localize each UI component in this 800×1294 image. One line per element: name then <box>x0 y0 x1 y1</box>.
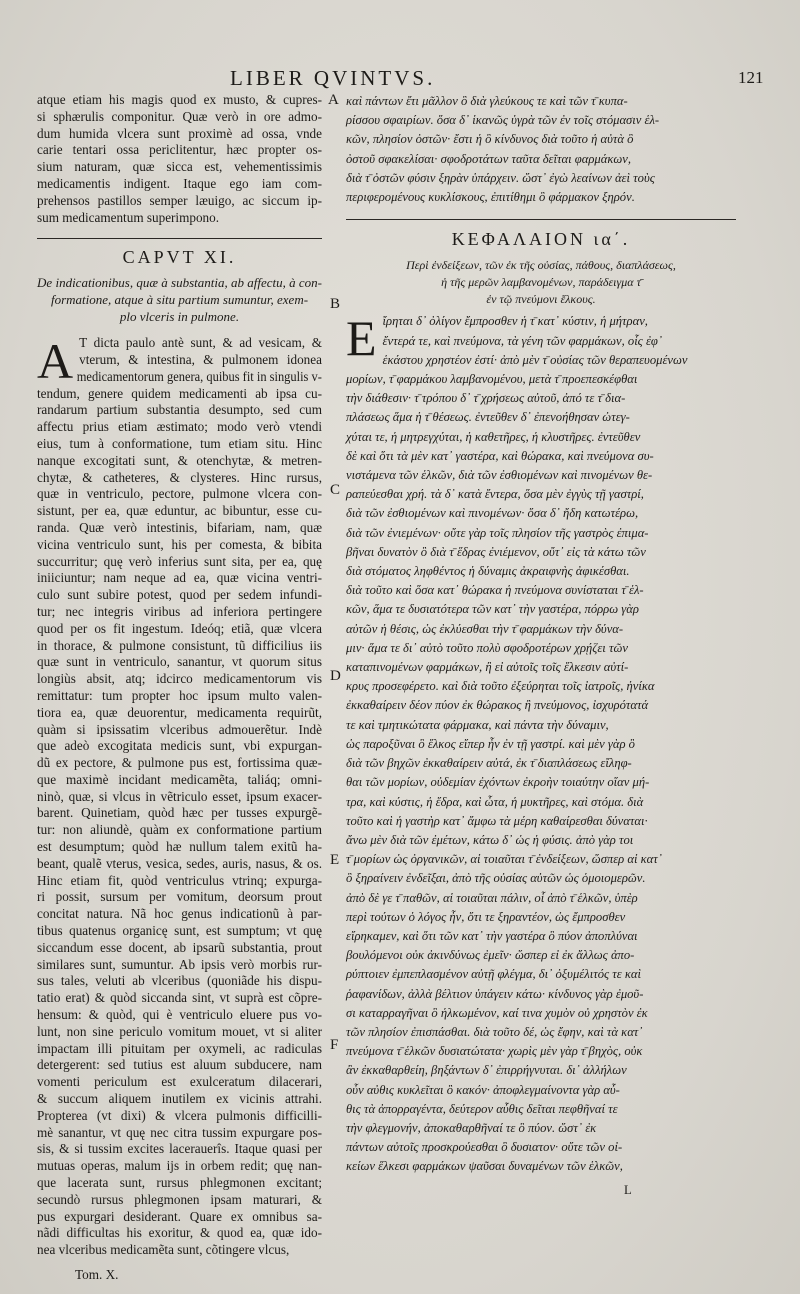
text-line: Hinc etiam fit, quòd ventriculus vtrinq; expurga- <box>37 872 322 888</box>
text-line: ραπεύεσθαι χρή. τὰ δ᾽ κατὰ ἔντερα, ὅσα μὲν ἐγγὺς τῇ γαστρί, <box>346 487 644 502</box>
text-line: τ̄ μορίων ὡς ὀργανικῶν, αἱ τοιαῦται τ̄ ἐνδείξεων, ὥσπερ αἱ κατ᾽ <box>346 852 662 867</box>
text-line: plo vlceris in pulmone. <box>119 309 240 325</box>
text-line: διὰ τ̄ ὀστῶν φύσιν ξηρὰν ὑπάρχειν. ὥστ᾽ ἐγὼ λεαίνων ἀεὶ τοὺς <box>346 170 655 185</box>
text-line: σι καταρραγῆναι ὃ ἡλκωμένον, καί τινα χυμὸν οὐ χρηστὸν ἐκ <box>346 1005 648 1020</box>
text-line: ὡς παροξῦναι ὃ ἕλκος εἴπερ ἦν ἐν τῇ γαστρί. καὶ μὲν γὰρ ὃ <box>346 736 635 751</box>
text-line: τρα, καὶ κύστις, ἡ ἕδρα, καὶ ὦτα, ἡ μυκτῆρες, καὶ στόμα. διὰ <box>346 794 644 809</box>
text-line: ἔντερά τε, καὶ πνεύμονα, τὰ γένη τῶν φαρμάκων, οἷς ἐφ᾽ <box>382 333 663 348</box>
text-line: περιφερομένους κυκλίσκους, ἐπιτίθημι ὃ φάρμακον ξηρόν. <box>346 190 635 205</box>
text-line: ἀπὸ δὲ γε τ̄ παθῶν, αἱ τοιαῦται πάλιν, οἷ ἀπὸ τ̄ ἑλκῶν, ὑπὲρ <box>346 890 638 905</box>
text-line: nãdi difficultas his exoritur, & quod ea, quæ ido- <box>37 1225 322 1241</box>
margin-letter-c: C <box>330 482 341 498</box>
text-line: πλάσεως ἅμα ἡ τ̄ θέσεως. ἐντεῦθεν δ᾽ ἐπενοήθησαν ὠτεγ- <box>346 410 630 425</box>
text-line: Περὶ ἐνδείξεων, τῶν ἐκ τῆς οὐσίας, πάθους, διαπλάσεως, <box>406 258 676 273</box>
text-line: que lacerata sunt, rursus phlegmonen excitant; <box>37 1175 322 1191</box>
text-line: quod per os fit ingestum. Ideóq; etiã, quæ vlcera <box>37 620 322 636</box>
margin-letter-d: D <box>330 668 341 684</box>
text-line: eius, tum à conformatione, tum etiam situ. Hinc <box>37 435 322 451</box>
text-line: sus tales, veluti ab vlceribus (quoniãde his dispu- <box>37 973 322 989</box>
text-line: καὶ πάντων ἔτι μᾶλλον ὃ διὰ γλεύκους τε καὶ τῶν τ̄ κυπα- <box>346 94 628 108</box>
text-line: διὰ τῶν βηχῶν ἐκκαθαίρειν αὐτά, ἐκ τ̄ διαπλάσεως εἴληφ- <box>346 756 632 771</box>
text-line: est desumptum; quòd hæ nullum talem exitũ ha- <box>37 839 322 855</box>
text-line: ἐν τῷ πνεύμονι ἕλκους. <box>486 292 596 307</box>
text-line: μιν· ἅμα τε δι᾽ αὐτὸ τοῦτο πολὺ σφοδροτέρων χρῄζει τῶν <box>346 640 628 655</box>
text-line: lunt, non sine periculo vomitum mouet, vt si aliter <box>37 1023 322 1039</box>
margin-letter-a: A <box>328 92 339 108</box>
latin-chapter-subtitle <box>37 274 322 325</box>
text-line: barent. Quinetiam, quòd hæc per tusses expurgẽ- <box>37 805 322 821</box>
latin-top-paragraph <box>37 92 322 226</box>
text-line: πνεύμονα τ̄ ἑλκῶν δυσιατώτατα· χωρὶς μὲν γὰρ τ̄ βηχὸς, οὐκ <box>346 1044 643 1059</box>
latin-body <box>37 335 322 1259</box>
latin-signature: Tom. X. <box>75 1267 119 1282</box>
text-line: δὲ καὶ ὅτι τὰ μὲν κατ᾽ γαστέρα, καὶ θώρακα, καὶ πνεύμονα συ- <box>346 448 654 463</box>
text-line: ἐκκαθαίρειν δέον πύον ἐκ θώρακος ἢ πνεύμονος, ἰσχυρότατά <box>346 698 649 713</box>
text-line: mutuas operas, malum ijs in orbem redit; quę nan- <box>37 1158 322 1174</box>
text-line: De indicationibus, quæ à substantia, ab affectu, à con- <box>37 275 322 291</box>
text-line: tibus quatenus organicę sunt, est sumptum; vt quę <box>37 923 322 939</box>
text-line: detergerent: sed tutius est aluum subducere, nam <box>37 1057 322 1073</box>
greek-chapter-title: ΚΕΦΑΛΑΙΟΝ ια΄. <box>451 229 631 250</box>
text-line: quàm si ipsissatim vlceribus admouerẽtur. Indè <box>37 721 322 737</box>
greek-top-paragraph <box>346 92 736 207</box>
text-line: sis, & si tussim excites lacerauerîs. Itaque quasi per <box>37 1141 322 1157</box>
text-line: affectu prius etiam æstimato; modo verò vtendi <box>37 419 322 435</box>
text-line: que maximè incidant medicamẽta, taliáq; omni- <box>37 771 322 787</box>
text-line: sum medicamentum superimpono. <box>37 209 220 225</box>
text-line: medicamentorum genera, quibus fit in singulis v- <box>76 368 322 384</box>
text-line: περὶ τούτων ὁ λόγος ἦν, ὅτι τε ξηραντέον, ὡς ἔμπροσθεν <box>346 909 626 924</box>
text-line: nea vlceribus medicamẽta sunt, cõtingere vlcus, <box>37 1242 290 1258</box>
text-line: εἴρηκαμεν, καὶ ὅτι τῶν κατ᾽ τὴν γαστέρα ὃ πύον ἀποπλύναι <box>346 928 638 943</box>
text-line: chytæ, & catheteres, & clysteres. Hinc rursus, <box>37 469 322 485</box>
text-line: sium naturam, quæ sicca est, vehementissimis <box>37 159 322 175</box>
text-line: ῥαφανίδων, ἀλλὰ βέλτιον ὑπάγειν κάτω· κίνδυνος γὰρ ἐμοῦ- <box>346 986 644 1001</box>
text-line: κείων ἕλκεσι φαρμάκων ψαῦσαι δυναμένων τῶν ἑλκῶν, <box>346 1159 623 1174</box>
text-line: βῆναι δυνατὸν ὃ διὰ τ̄ ἕδρας ἐνιέμενον, οὔτ᾽ εἰς τὰ κάτω τῶν <box>346 544 646 559</box>
running-head: LIBER QVINTVS. <box>230 66 436 90</box>
text-line: ri possit, sursum per vomitum, deorsum prout <box>37 889 322 905</box>
text-line: culo sunt subire potest, quod per sedem infundi- <box>37 587 322 603</box>
text-line: vicina ventriculo sunt, his per comesta, & bibita <box>37 536 322 552</box>
text-line: μορίων, τ̄ φαρμάκου λαμβανομένου, μετὰ τ̄ προεπεσκέφθαι <box>346 372 638 387</box>
greek-rule <box>346 219 736 220</box>
text-line: ἑκάστου χρηστέον ἐστί· ἀπὸ μὲν τ̄ οὐσίας τῶν θεραπευομένων <box>382 352 688 367</box>
text-line: formatione, atque à situ partium sumuntur, exem- <box>50 292 309 308</box>
text-line: ὀστοῦ σφακελίσαι· σφοδροτάτων ταῦτα δεῖται φαρμάκων, <box>346 151 632 166</box>
text-line: iniiciuntur; nam neque ad ea, quæ vicina ventri- <box>37 570 322 586</box>
text-line: διὰ τῶν ἐσθιομένων καὶ πινομένων· ὅσα δ᾽ ἤδη κατωτέρω, <box>346 506 639 521</box>
text-line: τῶν πλησίον ἐπισπάσθαι. διὰ τοῦτο δέ, ὡς ἔφην, καὶ τὰ κατ᾽ <box>346 1024 643 1039</box>
text-line: randarum partium substantia desumpto, sed cum <box>37 402 322 418</box>
text-line: longiùs absit, atq; idcirco medicamentorum vis <box>37 671 322 687</box>
text-line: χύται τε, ἡ μητρεγχύται, ἡ καθετῆρες, ἡ κλυστῆρες. ἐντεῦθεν <box>346 429 641 444</box>
text-line: vomenti periculum est exulceratum dilacerari, <box>37 1074 322 1090</box>
text-line: κρυς προσεφέρετο. καὶ διὰ τοῦτο ἐξεύρηται τοῖς ἰατροῖς, ἡνίκα <box>346 679 655 694</box>
text-line: quæ sunt in ventriculo, sanantur, vt quorum situs <box>37 654 322 670</box>
text-line: similares sunt, sumuntur. Ab ipsis verò morbis rur- <box>37 956 322 972</box>
text-line: ἂν ἐκκαθαρθείη, βηξάντων δ᾽ ἐπιρρήγνυται. δι᾽ ἀλλήλων <box>346 1063 627 1078</box>
text-line: secundò rursus phlegmonen ipsam maturari, & <box>37 1191 322 1207</box>
latin-column <box>37 92 322 1284</box>
margin-letter-b: B <box>330 296 341 312</box>
text-line: ἡ τῆς μερῶν λαμβανομένων, παράδειγμα τ̄ <box>441 275 641 290</box>
text-line: dum humida vlcera sunt proximè ad ossa, vnde <box>37 125 322 141</box>
text-line: αὐτῶν ἡ θέσις, ὡς ἐκλύεσθαι τὴν τ̄ φαρμάκων τὴν δύνα- <box>346 621 624 636</box>
greek-signature: L <box>624 1182 632 1197</box>
text-line: ρίσσου σφαιρίων. ὅσα δ᾽ ἱκανῶς ὑγρὰ τῶν ἐν τοῖς στόμασιν ἑλ- <box>346 113 660 128</box>
latin-rule <box>37 238 322 239</box>
text-line: τὴν φλεγμονήν, ἀποκαθαρθῆναί τε ὃ πύον. ὥστ᾽ ἐκ <box>346 1120 597 1135</box>
text-line: νιστάμενα τῶν ἑλκῶν, διὰ τῶν ἐσθιομένων καὶ πινομένων θε- <box>346 468 653 483</box>
text-line: tendum, genere quidem medicamenti ab ipsa cu- <box>37 385 322 401</box>
text-line: atque etiam his magis quod ex musto, & cupres- <box>37 92 322 107</box>
text-line: tur: non aliundè, quàm ex conformatione partium <box>37 822 322 838</box>
text-line: sistunt, per ea, quæ eduntur, ac bibuntur, esse cu- <box>37 503 322 519</box>
margin-letter-e: E <box>330 852 340 868</box>
text-line: quæ in ventriculo, pectore, pulmone vlcera con- <box>37 486 322 502</box>
text-line: ἴρηται δ᾽ ὀλίγον ἔμπροσθεν ἡ τ̄ κατ᾽ κύστιν, ἡ μήτραν, <box>382 314 648 329</box>
text-line: concitat natura. Nã hoc genus indicationũ à par- <box>37 906 322 922</box>
text-line: τὴν διάθεσιν· τ̄ τρόπου δ᾽ τ̄ χρήσεως αὐτοῦ, ἀπό τε τ̄ δια- <box>346 391 626 406</box>
text-line: vterum, & intestina, & pulmonem idonea <box>79 351 322 367</box>
text-line: διὰ τῶν ἐνιεμένων· οὔτε γὰρ τοῖς πλησίον τῆς γαστρὸς ἐπιμα- <box>346 525 649 540</box>
text-line: siccandum esse docent, ab ipsarũ substantia, prout <box>37 939 322 955</box>
text-line: θις τὰ ἀπορραγέντα, δεύτερον αὖθις δεῖται πεφθῆναί τε <box>346 1101 618 1116</box>
latin-dropcap: A <box>37 333 74 390</box>
text-line: dũ ex pectore, & pulmone pus est, fortissima quæ- <box>37 755 322 771</box>
text-line: randa. Quæ verò intestinis, bifariam, nam, quæ <box>37 519 322 535</box>
page-number: 121 <box>738 68 764 87</box>
text-line: ἄνω μὲν διὰ τῶν ἐμέτων, κάτω δ᾽ ὡς ἡ φύσις. ἀπὸ γὰρ τοι <box>346 832 634 847</box>
text-line: διὰ στόματος ληφθέντος ἡ δύναμις ἀκραιφνὴς ἀφικέσθαι. <box>346 564 630 579</box>
text-line: βουλόμενοι οὐκ ἀκινδύνως ἐμεῖν· ὥσπερ εἰ ἐκ ἄλλως ἀπο- <box>346 948 635 963</box>
greek-dropcap: Ε <box>346 310 377 367</box>
text-line: καταπινομένων φαρμάκων, ἢ εἰ αὐτοῖς τοῖς ἕλκεσιν αὐτί- <box>346 660 629 675</box>
text-line: tiora ea, quæ deuorentur, medicamenta requirũt, <box>37 704 322 720</box>
text-line: que adeò excogitata medicis sunt, vbi expurgan- <box>37 738 322 754</box>
text-line: pus expurgari desiderant. Quare ex omnibus sa- <box>37 1208 322 1224</box>
greek-body <box>346 312 736 1176</box>
text-line: si sphærulis componitur. Quæ verò in ore admo- <box>37 108 322 124</box>
text-line: impactam illi pituitam per oxymeli, ac radiculas <box>37 1040 322 1056</box>
text-line: τοῦτο καὶ ἡ γαστὴρ κατ᾽ ἄμφω τὰ μέρη καθαίρεσθαι δύναται· <box>346 813 648 828</box>
text-line: ὃ ξηραίνειν ἐνδεῖξαι, ἀπὸ τῆς οὐσίας αὐτῶν ὡς ὁμοιομερῶν. <box>346 871 646 886</box>
text-line: ninò, quæ, si vlcus in vẽtriculo esset, ipsum exacer- <box>37 788 322 804</box>
text-line: remittatur: tum propter hoc ipsum multo valen- <box>37 687 322 703</box>
text-line: θαι τῶν μορίων, οὐδεμίαν ἐχόντων ἐκροὴν τοιαύτην οἵαν μή- <box>346 775 650 790</box>
text-line: in thorace, & pulmone consistunt, tũ difficilius iis <box>37 637 322 653</box>
text-line: medicamentis indigent. Itaque ego iam com- <box>37 175 322 191</box>
text-line: Propterea (vt dixi) & vlcera pulmonis difficilli- <box>37 1107 322 1123</box>
text-line: tatio erat) & quòd siccanda sint, vt suprà est cõpre- <box>37 990 322 1006</box>
text-line: τε καὶ τμητικώτατα φάρμακα, καὶ πάντα τὴν δύναμιν, <box>346 717 609 732</box>
text-line: nanque excogitati sunt, & otenchytæ, & metren- <box>37 452 322 468</box>
text-line: οὖν αὐθις κυκλεῖται ὃ κακόν· ἀποφλεγμαίνοντα γὰρ αὖ- <box>346 1082 620 1097</box>
text-line: διὰ τοῦτο καὶ ὅσα κατ᾽ θώρακα ἡ πνεύμονα συνίσταται τ̄ ἑλ- <box>346 583 644 598</box>
latin-chapter-title: CAPVT XI. <box>122 247 237 268</box>
text-line: succurritur; quę verò inferius sunt sita, per ea, quę <box>37 553 322 569</box>
text-line: mè sanantur, vt quę nec citra tussim expurgare pos- <box>37 1124 322 1140</box>
text-line: κῶν, πλησίον ὀστῶν· ἔστι ἡ ὃ κίνδυνος διὰ τοῦτο ἡ αὐτὰ ὃ <box>346 132 634 147</box>
text-line: T dicta paulo antè sunt, & ad vesicam, & <box>79 335 322 351</box>
text-line: κῶν, ἅμα τε δυσιατότερα τῶν κατ᾽ τὴν γαστέρα, πόρρω γὰρ <box>346 602 639 617</box>
text-line: prehensos pastillos semper læuigo, ac siccum ip- <box>37 192 322 208</box>
text-line: hensum: & quòd, qui è ventriculo eluere pus vo- <box>37 1007 322 1023</box>
text-line: ρύπτοιεν ἐμπεπλασμένον αὐτῇ φλέγμα, δι᾽ ὀξυμέλιτός τε καὶ <box>346 967 642 982</box>
greek-column <box>346 92 736 1200</box>
text-line: carie tentari ossa periclitentur, hæc propter os- <box>37 142 322 158</box>
text-line: & succum aliquem inutilem ex vicinis attrahi. <box>37 1091 322 1107</box>
text-line: beant, qualẽ vterus, vesica, sedes, auris, nasus, & os. <box>37 855 322 871</box>
text-line: tur; nec integris viribus ad inferiora pertingere <box>37 603 322 619</box>
greek-chapter-subtitle <box>346 257 736 308</box>
text-line: πάντων αὐτοῖς προσκρούεσθαι ὃ δυσιατον· οὔτε τῶν οἰ- <box>346 1140 623 1155</box>
margin-letter-f: F <box>330 1037 339 1053</box>
